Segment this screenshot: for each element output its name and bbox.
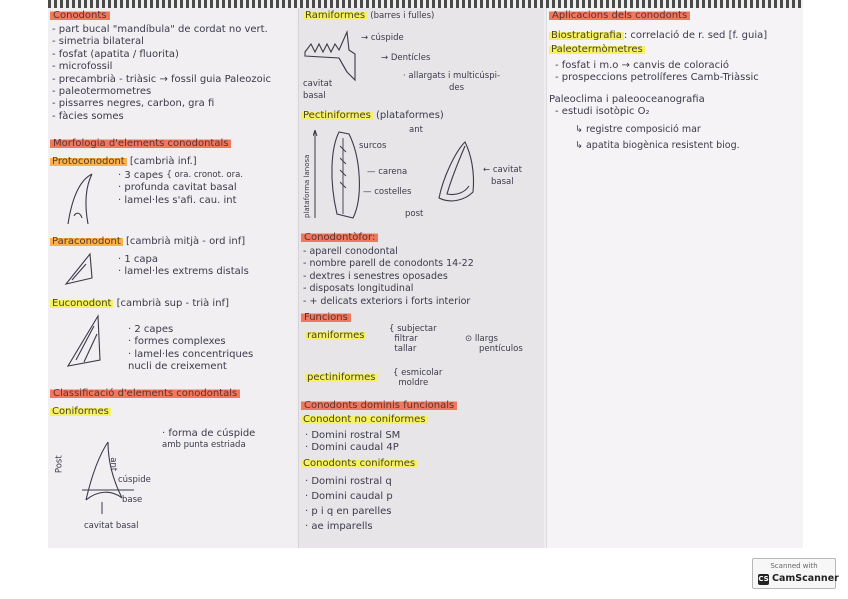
protoconodont-sketch (62, 172, 98, 226)
euconodont-heading: Euconodont [cambrià sup - trià inf] (52, 298, 229, 309)
list-item: · lamel·les extrems distals (118, 266, 249, 278)
conodontofor-list (303, 246, 474, 308)
list-item: - dextres i senestres oposades (303, 270, 448, 282)
camscanner-badge (752, 558, 839, 589)
list-item: - + delicats exteriors i forts interior (303, 295, 471, 307)
paleotermometres-heading: Paleotermòmetres (551, 44, 643, 55)
list-item: filtrar (394, 334, 418, 344)
list-item: · 3 capes $^{\{ ora. cronot. ora.}$ (118, 170, 243, 181)
euconodont-list (128, 324, 253, 374)
list-item: · Domini rostral q (305, 476, 392, 487)
spiral-binding (48, 0, 803, 8)
label-allargats-2: des (449, 83, 465, 93)
paraconodont-sketch (62, 252, 98, 288)
label-surcos: surcos (359, 141, 387, 151)
funcions-pectiniformes-list (393, 368, 442, 388)
label-allargats: · allargats i multicúspi- (403, 71, 501, 81)
no-coniformes-heading: Conodont no coniformes (303, 414, 426, 425)
list-item: · 1 capa (118, 254, 158, 265)
coniformes-dom-list (305, 474, 393, 534)
label-cuspide: cúspide (118, 475, 151, 485)
label-cavitat-basal-rami: cavitat basal (303, 79, 333, 102)
list-item: - estudi isotòpic O₂ (555, 106, 650, 118)
coniformes-heading: Coniformes (52, 406, 109, 417)
list-item: nucli de creixement (128, 361, 227, 373)
label-post-pect: post (405, 209, 424, 219)
funcions-note (465, 334, 523, 354)
list-item: - paleotermometres (52, 85, 152, 97)
conodonts-list (52, 24, 271, 123)
list-item: - precambrià - triàsic → fossil guia Paleozoic (52, 73, 272, 85)
paleoclima-list (549, 94, 705, 119)
funcions-heading: Funcions (301, 312, 351, 324)
ramiformes-heading: Ramiformes (barres i fulles) (305, 10, 435, 21)
no-coniformes-list (305, 430, 400, 455)
list-item: · Domini rostral SM (305, 430, 401, 441)
list-item: - prospeccions petrolíferes Camb-Triàssic (555, 72, 759, 84)
label-basal-pect: basal (491, 177, 514, 187)
list-item: pentículos (479, 344, 523, 354)
list-item: - aparell conodontal (303, 246, 398, 257)
list-item: { esmicolar (393, 368, 443, 378)
heading-classificacio: Classificació d'elements conodontals (50, 388, 240, 400)
list-item: · p i q en parelles (305, 506, 392, 517)
list-item: - fàcies somes (52, 110, 124, 122)
list-item: - fosfat (apatita / fluorita) (52, 48, 179, 60)
label-ant: ant (108, 457, 119, 472)
paraconodont-list (118, 254, 249, 279)
list-item: · profunda cavitat basal (118, 182, 237, 194)
list-item: - microfossil (52, 61, 113, 73)
list-item: - disposats longitudinal (303, 283, 414, 295)
list-item: Paleoclima i paleooceanografia (549, 94, 705, 105)
funcions-ramiformes: ramiformes (307, 330, 365, 341)
column-1 (48, 8, 296, 548)
list-item: · Domini caudal p (305, 491, 393, 502)
coniformes-list (162, 428, 255, 453)
pectiniform-sketch-profile (435, 138, 479, 208)
list-item: tallar (394, 344, 417, 354)
list-item: - simetria bilateral (52, 36, 144, 48)
funcions-ramiformes-list (389, 324, 437, 354)
badge-name: CamScanner (772, 573, 839, 584)
list-item: ⊙ llargs (465, 334, 498, 344)
notebook-page (48, 0, 803, 548)
list-item: - part bucal "mandíbula" de cordat no vert. (52, 24, 268, 35)
conodontofor-heading: Conodontòfor: (301, 232, 378, 244)
list-item: · lamel·les s'afi. cau. int (118, 194, 237, 206)
label-post: Post (54, 455, 65, 474)
list-item: amb punta estriada (162, 440, 246, 451)
heading-morfologia: Morfologia d'elements conodontals (50, 138, 231, 150)
dominis-heading: Conodonts dominis funcionals (301, 400, 457, 412)
label-cavitat-basal: cavitat basal (84, 521, 139, 531)
paraconodont-heading: Paraconodont [cambrià mitjà - ord inf] (52, 236, 246, 247)
protoconodont-heading: Protoconodont [cambrià inf.] (52, 156, 197, 167)
paleoclima-sub (575, 122, 740, 154)
list-item: ↳ registre composició mar (575, 124, 701, 135)
list-item: ↳ apatita biogènica resistent biog. (575, 140, 740, 151)
list-item: moldre (398, 378, 429, 388)
euconodont-sketch (64, 314, 104, 370)
label-base: base (122, 495, 143, 505)
label-cavitat-pect: ← cavitat (483, 165, 522, 175)
list-item: · ae imparells (305, 521, 373, 532)
label-cuspide-rami: → cúspide (361, 33, 404, 43)
list-item: · lamel·les concentriques (128, 348, 254, 360)
label-costelles: — costelles (363, 187, 412, 197)
column-3 (546, 8, 803, 548)
paleotermometres-list (555, 60, 759, 85)
camscanner-logo-icon: CS (758, 575, 769, 583)
funcions-pectiniformes: pectiniformes (307, 372, 376, 383)
badge-caption: Scanned with (770, 562, 818, 570)
list-item: - fosfat i m.o → canvis de coloració (555, 60, 729, 71)
label-ant-pect: ant (409, 125, 423, 135)
list-item: · 2 capes (128, 324, 174, 335)
heading-conodonts: Conodonts (50, 10, 110, 22)
list-item: · Domini caudal 4P (305, 442, 399, 454)
coniformes-dom-heading: Conodonts coniformes (303, 458, 416, 469)
list-item: { subjectar (389, 324, 437, 334)
column-2 (298, 8, 544, 548)
protoconodont-list (118, 170, 243, 207)
biostratigrafia-line: Biostratigrafia : correlació de r. sed [f. guia] (551, 30, 768, 41)
list-item: - nombre parell de conodonts 14-22 (303, 258, 474, 270)
list-item: · forma de cúspide (162, 428, 256, 439)
label-denticles: → Dentícles (381, 53, 431, 63)
label-plataforma: plataforma lanosa (303, 154, 311, 218)
label-carena: — carena (367, 167, 408, 177)
list-item: - pissarres negres, carbon, gra fi (52, 98, 215, 110)
pectiniformes-heading: Pectiniformes (plataformes) (303, 110, 444, 121)
aplicacions-heading: Aplicacions dels conodonts (549, 10, 690, 22)
list-item: · formes complexes (128, 336, 226, 348)
